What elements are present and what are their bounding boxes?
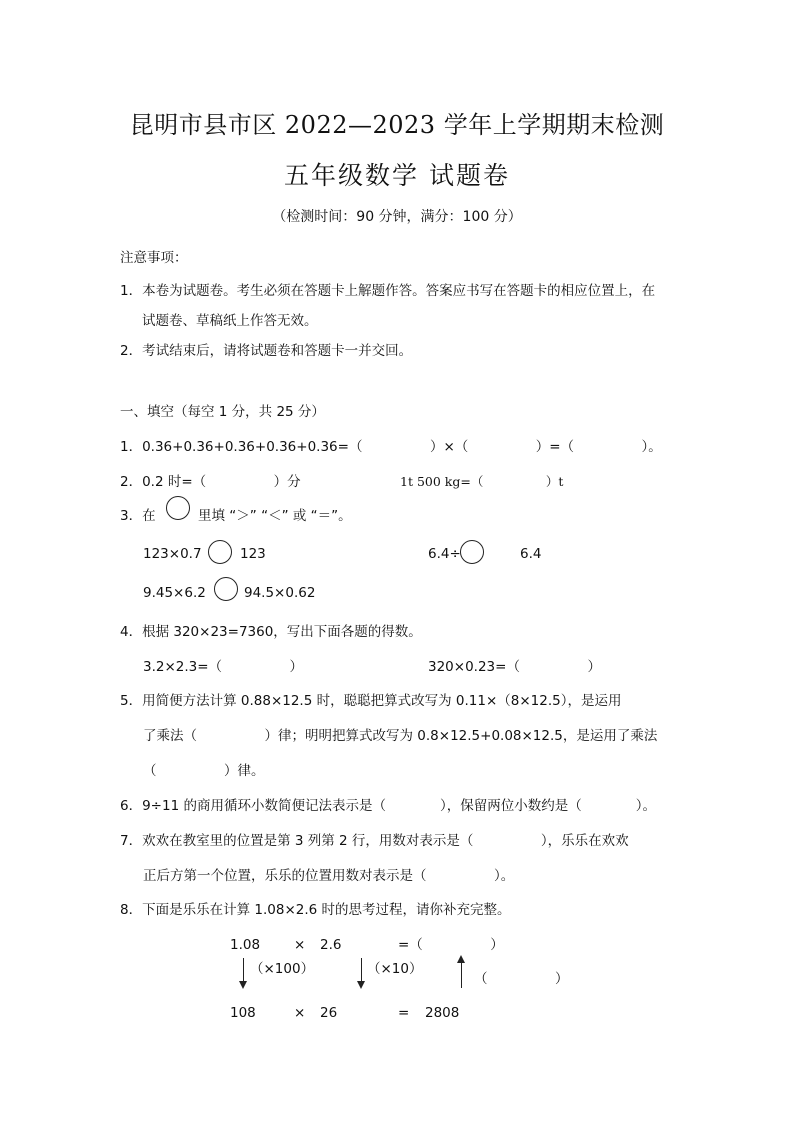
question-8: 8．下面是乐乐在计算 1.08×2.6 时的思考过程，请你补充完整。 [120, 902, 511, 918]
q8-divisor-blank: （ ） [474, 971, 569, 987]
section-heading: 一、填空（每空 1 分，共 25 分） [120, 404, 325, 420]
q8-bottom-factor-b: 26 [320, 1005, 338, 1021]
q8-bottom-times: × [294, 1005, 306, 1021]
question-4b: 320×0.23=（ ） [428, 659, 601, 675]
q8-top-result: =（ ） [398, 937, 504, 953]
q8-top-factor-a: 1.08 [230, 937, 261, 953]
q8-multiplier-10: （×10） [367, 961, 423, 977]
arrow-down-icon [239, 981, 247, 989]
q8-arrow-2-line [361, 958, 362, 982]
compare-2-right: 6.4 [520, 546, 542, 562]
q8-bottom-factor-a: 108 [230, 1005, 256, 1021]
question-3-prefix: 3．在 [120, 508, 156, 524]
compare-2-left: 6.4÷ [428, 546, 461, 562]
notice-item-2: 2．考试结束后，请将试题卷和答题卡一并交回。 [120, 343, 413, 359]
notice-heading: 注意事项： [120, 250, 188, 266]
compare-3-circle-icon[interactable] [214, 577, 238, 601]
question-2b: 1t 500 kg=（ ）t [400, 474, 564, 489]
compare-3-left: 9.45×6.2 [143, 585, 206, 601]
question-1: 1．0.36+0.36+0.36+0.36+0.36=（ ）×（ ）=（ ）。 [120, 439, 662, 455]
question-4a: 3.2×2.3=（ ） [143, 659, 304, 675]
q8-top-factor-b: 2.6 [320, 937, 342, 953]
q8-multiplier-100: （×100） [250, 961, 315, 977]
q8-bottom-result: 2808 [425, 1005, 460, 1021]
compare-2-circle-icon[interactable] [460, 540, 484, 564]
compare-circle-icon [166, 496, 190, 520]
compare-3-right: 94.5×0.62 [244, 585, 316, 601]
q8-top-times: × [294, 937, 306, 953]
exam-subtitle: 五年级数学 试题卷 [284, 161, 510, 190]
exam-title: 昆明市县市区 2022—2023 学年上学期期末检测 [129, 111, 665, 139]
question-7-line-2: 正后方第一个位置，乐乐的位置用数对表示是（ ）。 [143, 868, 515, 884]
question-4: 4．根据 320×23=7360，写出下面各题的得数。 [120, 624, 422, 640]
compare-1-left: 123×0.7 [143, 546, 202, 562]
question-5-line-2: 了乘法（ ）律；明明把算式改写为 0.8×12.5+0.08×12.5，是运用了乘法 [143, 728, 658, 744]
question-6: 6．9÷11 的商用循环小数简便记法表示是（ ），保留两位小数约是（ ）。 [120, 798, 656, 814]
notice-item-1-line-1: 1．本卷为试题卷。考生必须在答题卡上解题作答。答案应书写在答题卡的相应位置上，在 [120, 283, 656, 299]
q8-arrow-3-line [461, 962, 462, 988]
q8-bottom-eq: = [398, 1005, 410, 1021]
compare-1-circle-icon[interactable] [208, 540, 232, 564]
question-3-suffix: 里填 “＞” “＜” 或 “＝”。 [198, 508, 352, 524]
question-2a: 2．0.2 时=（ ）分 [120, 474, 301, 490]
question-5-line-1: 5．用简便方法计算 0.88×12.5 时，聪聪把算式改写为 0.11×（8×12.5），是运用 [120, 693, 622, 709]
compare-1-right: 123 [240, 546, 266, 562]
q8-arrow-1-line [243, 958, 244, 982]
question-7-line-1: 7．欢欢在教室里的位置是第 3 列第 2 行，用数对表示是（ ），乐乐在欢欢 [120, 833, 629, 849]
notice-item-1-line-2: 试题卷、草稿纸上作答无效。 [142, 313, 318, 329]
arrow-down-icon [357, 981, 365, 989]
question-5-line-3: （ ）律。 [143, 763, 265, 779]
exam-info: （检测时间：90 分钟，满分：100 分） [272, 209, 522, 225]
